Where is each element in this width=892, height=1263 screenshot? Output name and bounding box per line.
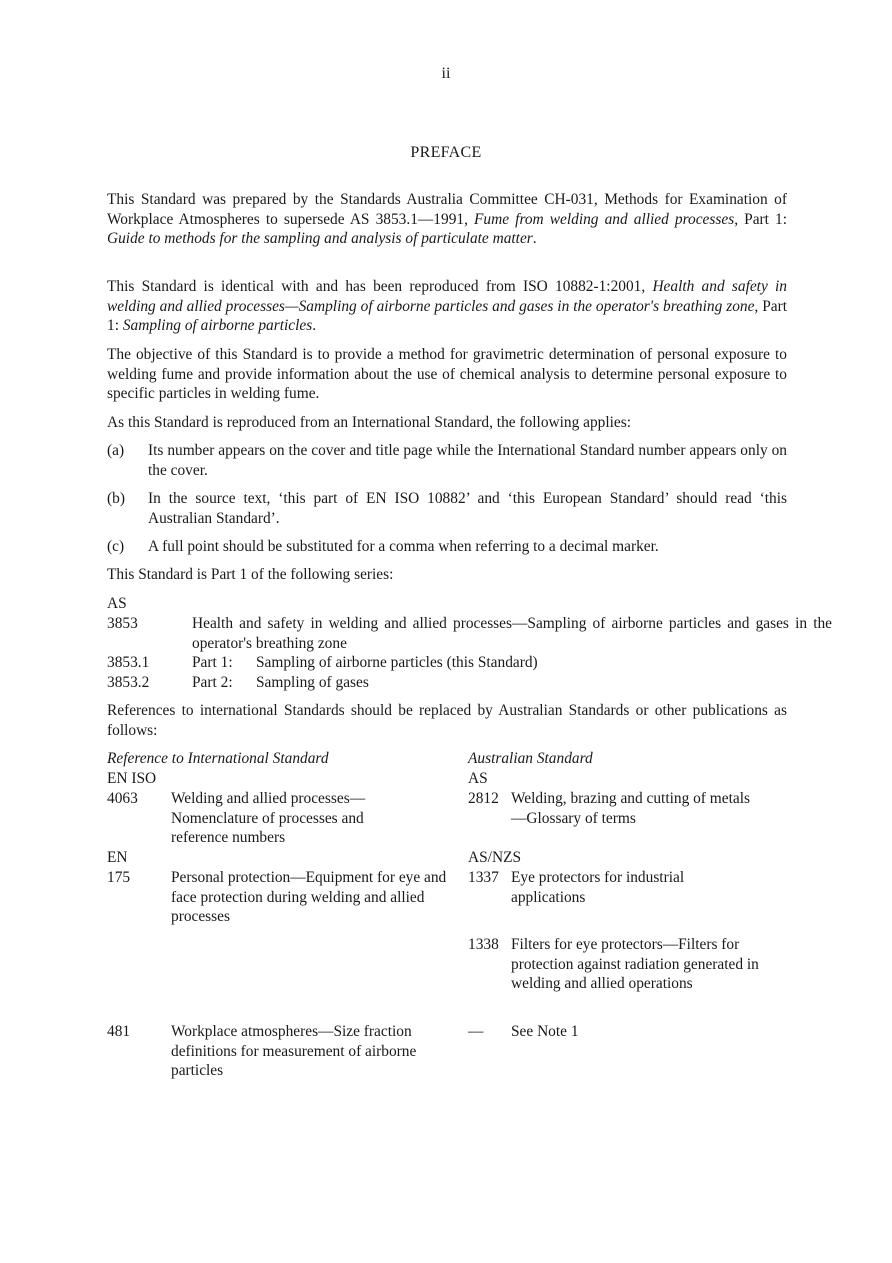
part-label: Part 1:: [192, 654, 233, 671]
references-table: [107, 749, 807, 1089]
ref-right-number: —: [468, 1023, 484, 1040]
ref-right-number: 1338: [468, 936, 499, 953]
ref-left-number: 175: [107, 869, 131, 886]
part-label: Part 2:: [192, 674, 233, 691]
ref-right-title: Welding, brazing and cutting of metals—Glossary of terms: [511, 790, 750, 827]
list-label: (a): [107, 442, 125, 459]
ref-left-prefix: EN: [107, 849, 128, 866]
series-number: 3853: [107, 615, 138, 632]
list-item-c: [107, 537, 787, 557]
ref-right-number: 2812: [468, 790, 499, 807]
ref-right-prefix: AS/NZS: [468, 849, 522, 866]
list-item-b: [107, 489, 787, 528]
list-label: (c): [107, 538, 125, 555]
preface-paragraph-3: The objective of this Standard is to provide a method for gravimetric determination of personal exposure to welding fume and provide information about the use of chemical analysis to determine personal exposure to specific particles in welding fume.: [107, 346, 787, 402]
part-number: 3853.1: [107, 654, 150, 671]
preface-paragraph-5: This Standard is Part 1 of the following series:: [107, 566, 394, 583]
series-prefix: AS: [107, 595, 127, 612]
ref-right-title: Filters for eye protectors—Filters for protection against radiation generated in welding and allied operations: [511, 936, 759, 992]
ref-left-title: Workplace atmospheres—Size fraction definitions for measurement of airborne particles: [171, 1023, 417, 1079]
list-text: In the source text, ‘this part of EN ISO 10882’ and ‘this European Standard’ should read ‘this Australian Standard’.: [148, 490, 787, 527]
preface-paragraph-6: References to international Standards should be replaced by Australian Standards or other publications as follows:: [107, 702, 787, 739]
part-number: 3853.2: [107, 674, 150, 691]
ref-right-title: See Note 1: [511, 1023, 579, 1040]
list-label: (b): [107, 490, 125, 507]
preface-paragraph-1: This Standard was prepared by the Standards Australia Committee CH-031, Methods for Examination of Workplace Atmospheres to supersede AS 3853.1—1991, Fume from welding and allied processes, Part 1: Guide to methods for the sampling and analysis of particulate matter.: [107, 191, 788, 247]
preface-paragraph-4: As this Standard is reproduced from an International Standard, the following applies:: [107, 414, 632, 431]
ref-right-prefix: AS: [468, 770, 488, 787]
ref-left-number: 4063: [107, 790, 138, 807]
preface-paragraph-2: This Standard is identical with and has been reproduced from ISO 10882-1:2001, Health and safety in welding and allied processes—Sampling of airborne particles and gases in the operator's breathing zone, Part 1: Sampling of airborne particles.: [107, 278, 787, 334]
series-title: Health and safety in welding and allied processes—Sampling of airborne particles and gases in the operator's breathing zone: [192, 615, 832, 652]
ref-left-title: Welding and allied processes—Nomenclature of processes and reference numbers: [171, 790, 366, 846]
list-text: A full point should be substituted for a comma when referring to a decimal marker.: [148, 538, 659, 555]
page-title: PREFACE: [410, 144, 482, 161]
list-item-a: [107, 441, 787, 480]
references-header-left: Reference to International Standard: [107, 750, 329, 767]
references-header-right: Australian Standard: [468, 750, 593, 767]
part-title: Sampling of airborne particles (this Standard): [256, 654, 538, 671]
list-text: Its number appears on the cover and title page while the International Standard number appears only on the cover.: [148, 442, 787, 479]
ref-left-number: 481: [107, 1023, 131, 1040]
ref-left-prefix: EN ISO: [107, 770, 157, 787]
ref-right-title: Eye protectors for industrial applications: [511, 869, 685, 906]
ref-right-number: 1337: [468, 869, 499, 886]
ref-left-title: Personal protection—Equipment for eye and face protection during welding and allied processes: [171, 869, 447, 925]
part-title: Sampling of gases: [256, 674, 369, 691]
page-number: ii: [441, 65, 451, 82]
